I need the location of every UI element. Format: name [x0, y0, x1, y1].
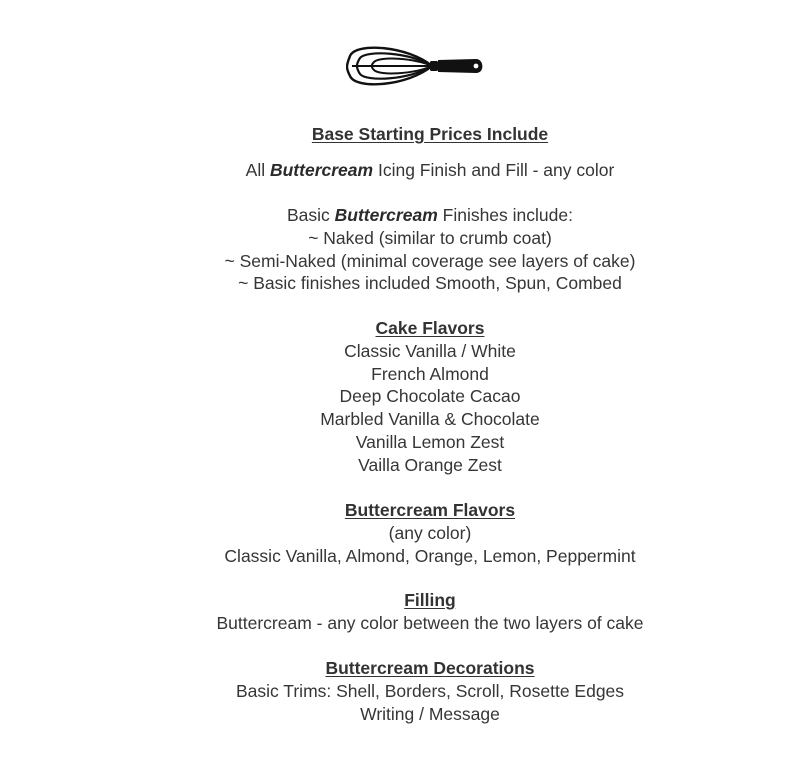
cake-flavor-item: French Almond: [371, 363, 489, 384]
filling-heading: Filling: [404, 590, 456, 610]
base-line-1-pre: All: [245, 160, 270, 180]
base-line-2-em: Buttercream: [334, 205, 438, 225]
finish-item: ~ Semi-Naked (minimal coverage see layers of cake): [224, 250, 636, 271]
base-heading: Base Starting Prices Include: [311, 124, 549, 144]
cake-flavors-section: [130, 317, 730, 477]
filling-section: [130, 589, 730, 635]
finish-item: ~ Naked (similar to crumb coat): [308, 227, 552, 248]
base-line-1: [130, 159, 730, 182]
cake-flavor-item: Marbled Vanilla & Chocolate: [320, 409, 540, 430]
base-section: [130, 123, 730, 146]
decorations-heading: Buttercream Decorations: [325, 658, 535, 678]
decoration-item: Writing / Message: [360, 703, 500, 724]
cake-flavor-item: Classic Vanilla / White: [344, 340, 516, 361]
decoration-item: Basic Trims: Shell, Borders, Scroll, Rosette Edges: [235, 680, 625, 701]
buttercream-flavors-section: [130, 499, 730, 567]
cake-flavors-heading: Cake Flavors: [375, 318, 485, 338]
filling-item: Buttercream - any color between the two layers of cake: [216, 612, 644, 633]
base-line-2-post: Finishes include:: [437, 205, 573, 225]
base-line-1-post: Icing Finish and Fill - any color: [373, 160, 615, 180]
whisk-icon: [346, 42, 486, 90]
cake-flavor-item: Vailla Orange Zest: [358, 454, 502, 475]
decorations-section: [130, 657, 730, 725]
base-line-2-pre: Basic: [287, 205, 335, 225]
cake-flavor-item: Deep Chocolate Cacao: [339, 386, 521, 407]
base-line-1-em: Buttercream: [269, 160, 374, 180]
cake-flavor-item: Vanilla Lemon Zest: [355, 431, 505, 452]
buttercream-flavor-item: Classic Vanilla, Almond, Orange, Lemon, Peppermint: [224, 545, 636, 566]
finish-item: ~ Basic finishes included Smooth, Spun, Combed: [238, 273, 622, 294]
buttercream-flavor-item: (any color): [388, 522, 472, 543]
buttercream-flavors-heading: Buttercream Flavors: [344, 500, 516, 520]
base-finishes: [130, 204, 730, 295]
